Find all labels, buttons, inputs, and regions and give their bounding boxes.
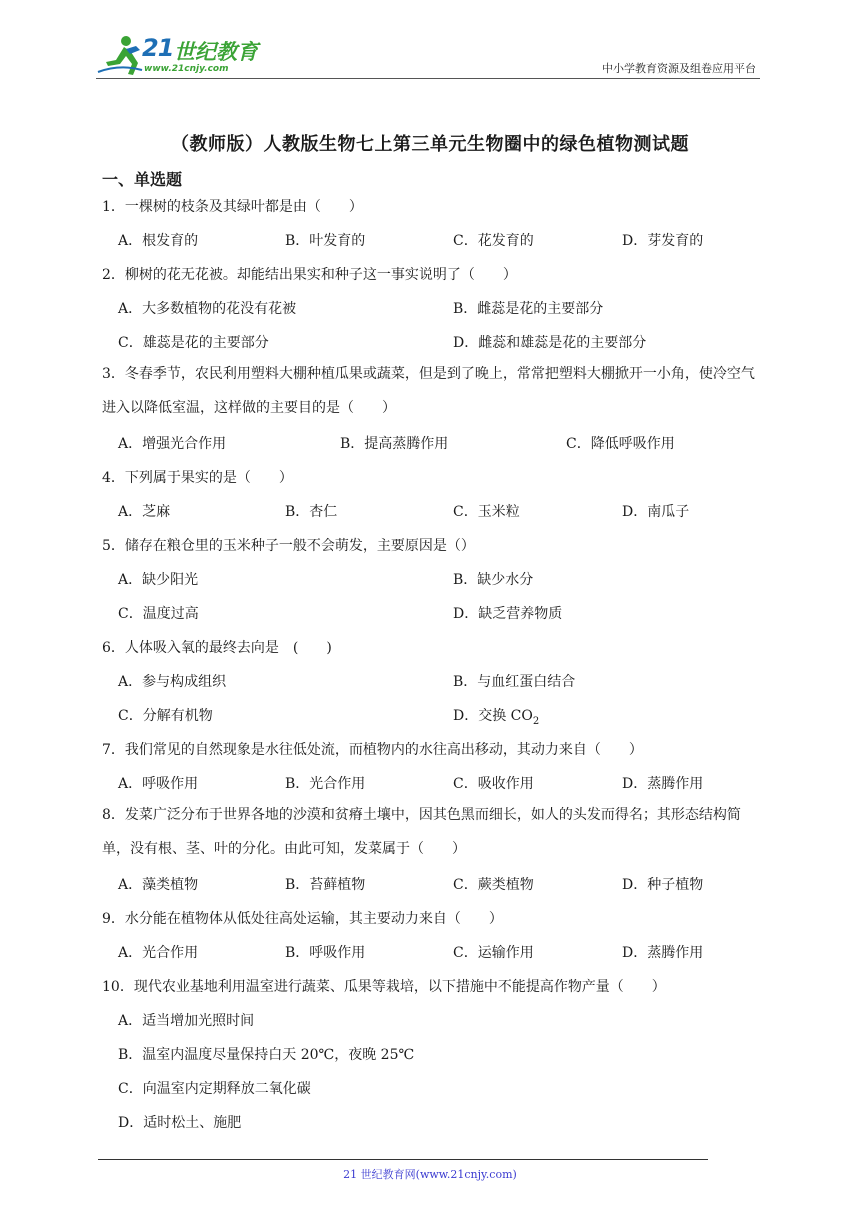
q7-option-d: D．蒸腾作用 (622, 776, 704, 792)
q5-option-a: A．缺少阳光 (118, 572, 199, 588)
runner-logo-icon (96, 34, 144, 78)
logo-url: www.21cnjy.com (144, 64, 229, 74)
q10-option-b: B．温室内温度尽量保持白天 20℃，夜晚 25℃ (118, 1047, 415, 1063)
question-10: 10．现代农业基地利用温室进行蔬菜、瓜果等栽培，以下措施中不能提高作物产量（ ） (102, 979, 666, 995)
q7-option-a: A．呼吸作用 (118, 776, 199, 792)
q6-option-d-subscript: 2 (532, 715, 540, 727)
q10-option-c: C．向温室内定期释放二氧化碳 (118, 1081, 311, 1097)
q2-option-d: D．雌蕊和雄蕊是花的主要部分 (453, 335, 647, 351)
question-8: 8．发菜广泛分布于世界各地的沙漠和贫瘠土壤中，因其色黑而细长，如人的头发而得名；其形态结构简单，没有根、茎、叶的分化。由此可知，发菜属于（ ） (102, 807, 741, 857)
q10-option-d: D．适时松土、施肥 (118, 1115, 242, 1131)
q8-option-c: C．蕨类植物 (453, 877, 534, 893)
q3-option-a: A．增强光合作用 (118, 436, 227, 452)
question-3: 3．冬春季节，农民利用塑料大棚种植瓜果或蔬菜，但是到了晚上，常常把塑料大棚掀开一小角，使冷空气进入以降低室温，这样做的主要目的是（ ） (102, 366, 755, 416)
q6-option-d (453, 705, 539, 727)
q8-option-b: B．苔藓植物 (285, 877, 366, 893)
q8-option-d: D．种子植物 (622, 877, 704, 893)
q6-option-a: A．参与构成组织 (118, 674, 227, 690)
question-1: 1．一棵树的枝条及其绿叶都是由（ ） (102, 199, 363, 215)
q6-option-c: C．分解有机物 (118, 708, 213, 724)
q5-option-d: D．缺乏营养物质 (453, 606, 563, 622)
logo-text: 世纪教育 (174, 40, 258, 64)
header-platform-text: 中小学教育资源及组卷应用平台 (602, 62, 756, 75)
question-6: 6．人体吸入氧的最终去向是 ( ) (102, 640, 332, 656)
q6-option-d-text: D．交换 CO (453, 708, 533, 724)
q10-option-a: A．适当增加光照时间 (118, 1013, 255, 1029)
q9-option-a: A．光合作用 (118, 945, 199, 961)
q1-option-a: A．根发育的 (118, 233, 199, 249)
q4-option-c: C．玉米粒 (453, 504, 520, 520)
q3-option-c: C．降低呼吸作用 (566, 436, 675, 452)
q7-option-b: B．光合作用 (285, 776, 366, 792)
page-title: （教师版）人教版生物七上第三单元生物圈中的绿色植物测试题 (171, 134, 689, 155)
q5-option-b: B．缺少水分 (453, 572, 534, 588)
logo (96, 34, 266, 78)
header-divider (96, 78, 760, 79)
q6-option-b: B．与血红蛋白结合 (453, 674, 576, 690)
q2-option-c: C．雄蕊是花的主要部分 (118, 335, 269, 351)
q2-option-a: A．大多数植物的花没有花被 (118, 301, 297, 317)
q5-option-c: C．温度过高 (118, 606, 199, 622)
q9-option-d: D．蒸腾作用 (622, 945, 704, 961)
q8-option-a: A．藻类植物 (118, 877, 199, 893)
page-header (96, 30, 760, 80)
q3-option-b: B．提高蒸腾作用 (340, 436, 449, 452)
q4-option-b: B．杏仁 (285, 504, 338, 520)
q2-option-b: B．雌蕊是花的主要部分 (453, 301, 604, 317)
footer-link[interactable]: 21 世纪教育网(www.21cnjy.com) (343, 1168, 517, 1181)
question-4: 4．下列属于果实的是（ ） (102, 470, 293, 486)
q1-option-b: B．叶发育的 (285, 233, 366, 249)
q1-option-c: C．花发育的 (453, 233, 534, 249)
question-9: 9．水分能在植物体从低处往高处运输，其主要动力来自（ ） (102, 911, 503, 927)
q9-option-b: B．呼吸作用 (285, 945, 366, 961)
question-7: 7．我们常见的自然现象是水往低处流，而植物内的水往高出移动，其动力来自（ ） (102, 742, 643, 758)
q4-option-d: D．南瓜子 (622, 504, 690, 520)
q7-option-c: C．吸收作用 (453, 776, 534, 792)
q4-option-a: A．芝麻 (118, 504, 171, 520)
q1-option-d: D．芽发育的 (622, 233, 704, 249)
section-heading: 一、单选题 (102, 170, 183, 189)
question-5: 5．储存在粮仓里的玉米种子一般不会萌发，主要原因是（） (102, 538, 475, 554)
footer-divider (98, 1159, 708, 1160)
logo-number: 21 (142, 34, 174, 62)
question-2: 2．柳树的花无花被。却能结出果实和种子这一事实说明了（ ） (102, 267, 517, 283)
q9-option-c: C．运输作用 (453, 945, 534, 961)
